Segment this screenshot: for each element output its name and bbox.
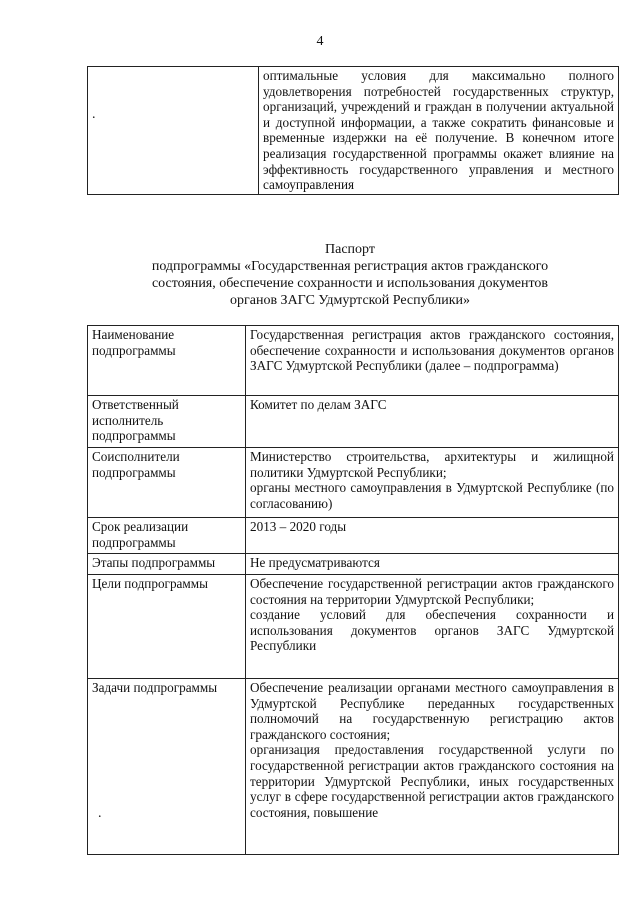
page-number: 4	[316, 34, 324, 49]
continuation-marker: .	[88, 67, 259, 195]
row-label-stages: Этапы подпрограммы	[88, 554, 246, 575]
table-row	[88, 326, 619, 396]
row-value-stages: Не предусматриваются	[246, 554, 619, 575]
row-label-goals: Цели подпрограммы	[88, 575, 246, 679]
row-label-responsible: Ответственный исполнитель подпрограммы	[88, 396, 246, 448]
passport-heading: Паспорт	[325, 242, 375, 257]
table-row	[88, 396, 619, 448]
row-value-goals: Обеспечение государственной регистрации актов гражданского состояния на территории Удмуртской Республики; создание условий для обеспечения сохранности и использования документов органов ЗАГС Удмуртской Республики	[246, 575, 619, 679]
row-value-period: 2013 – 2020 годы	[246, 518, 619, 554]
continuation-table	[87, 66, 619, 195]
continuation-text: оптимальные условия для максимально полного удовлетворения потребностей государственных структур, организаций, учреждений и граждан в получении актуальной и доступной информации, а также сократить финансовые и временные издержки на её получение. В конечном итоге реализация государственной программы окажет влияние на эффективность государственного управления и местного самоуправления	[259, 67, 619, 195]
passport-heading-block	[100, 241, 600, 309]
passport-subtitle-line: органов ЗАГС Удмуртской Республики»	[230, 293, 470, 308]
row-label-tasks: Задачи подпрограммы .	[88, 679, 246, 855]
row-label-coexecutors: Соисполнители подпрограммы	[88, 448, 246, 518]
table-row	[88, 679, 619, 855]
row-value-name: Государственная регистрация актов гражданского состояния, обеспечение сохранности и использования документов органов ЗАГС Удмуртской Республики (далее – подпрограмма)	[246, 326, 619, 396]
row-label-period: Срок реализации подпрограммы	[88, 518, 246, 554]
row-label-name: Наименование подпрограммы	[88, 326, 246, 396]
row-value-coexecutors: Министерство строительства, архитектуры и жилищной политики Удмуртской Республики; органы местного самоуправления в Удмуртской Республике (по согласованию)	[246, 448, 619, 518]
table-row	[88, 67, 619, 195]
passport-subtitle-line: подпрограммы «Государственная регистрация актов гражданского	[151, 259, 549, 274]
tasks-marker: .	[98, 805, 102, 821]
row-value-tasks: Обеспечение реализации органами местного самоуправления в Удмуртской Республике переданных государственных полномочий на государственную регистрацию актов гражданского состояния; организация предоставления государственной услуги по государственной регистрации актов гражданского состояния на территории Удмуртской Республики, иных государственных услуг в сфере государственной регистрации актов гражданского состояния, повышение	[246, 679, 619, 855]
row-value-responsible: Комитет по делам ЗАГС	[246, 396, 619, 448]
passport-subtitle-line: состояния, обеспечение сохранности и использования документов	[151, 276, 549, 291]
table-row	[88, 554, 619, 575]
passport-table	[87, 325, 619, 855]
table-row	[88, 575, 619, 679]
table-row	[88, 448, 619, 518]
table-row	[88, 518, 619, 554]
